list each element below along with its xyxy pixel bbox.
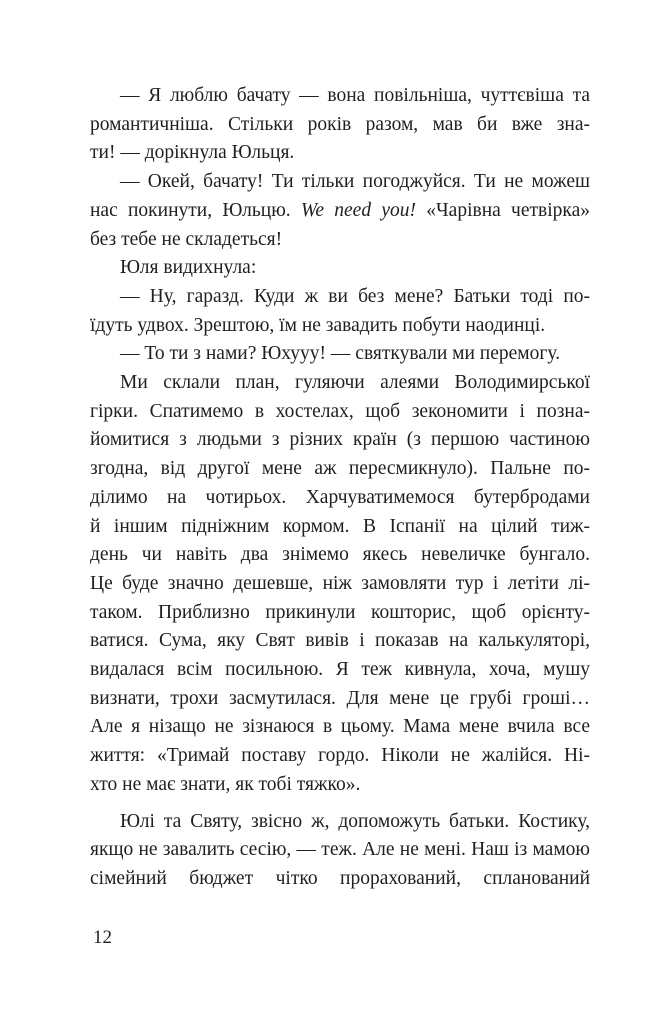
text-line: — То ти з нами? Юхууу! — святкували ми перемогу. (120, 343, 561, 365)
text-line: видалася всім посильною. Я теж кивнула, хоча, мушу (90, 659, 590, 681)
text-line: — Я люблю бачату — вона повільніша, чуттєвіша та (120, 85, 590, 106)
text-line: ти! — дорікнула Юльця. (90, 142, 295, 164)
paragraph (90, 168, 590, 254)
text-line: таком. Приблизно прикинули кошторис, щоб орієнту- (90, 601, 590, 623)
paragraph (90, 808, 590, 894)
text-line: сімейний бюджет чітко прорахований, спланований (90, 867, 590, 889)
text-line: життя: «Тримай поставу гордо. Ніколи не жалійся. Ні- (90, 745, 590, 767)
paragraph (90, 82, 590, 168)
text-line: нас покинути, Юльцю. We need you! «Чарівна четвірка» (90, 199, 590, 221)
text-line: якщо не завалить сесію, — теж. Але не мені. Наш із мамою (90, 839, 590, 861)
text-line: Ми склали план, гуляючи алеями Володимирської (120, 372, 590, 394)
text-line: хто не має знати, як тобі тяжко». (90, 773, 361, 795)
text-line: Юля видихнула: (120, 257, 257, 279)
paragraph (90, 340, 590, 369)
text-line: без тебе не складеться! (90, 228, 283, 250)
text-line: — Окей, бачату! Ти тільки погоджуйся. Ти не можеш (120, 171, 590, 193)
text-line: ділимо на чотирьох. Харчуватимемося бутербродами (90, 486, 590, 508)
text-line: визнати, трохи засмутилася. Для мене це грубі гроші… (90, 687, 590, 709)
text-line: згодна, від другої мене аж пересмикнуло). Пальне по- (90, 458, 590, 480)
paragraph (90, 283, 590, 340)
text-line: романтичніша. Стільки років разом, мав би вже зна- (90, 113, 590, 135)
paragraph (90, 254, 590, 283)
text-line: йомитися з людьми з різних країн (з першою частиною (90, 429, 590, 451)
text-line: — Ну, гаразд. Куди ж ви без мене? Батьки тоді по- (120, 285, 590, 307)
text-line: й іншим підніжним кормом. В Іспанії на цілий тиж- (90, 515, 590, 537)
text-line: день чи навіть два знімемо якесь невеличке бунгало. (90, 544, 590, 566)
page-text (90, 82, 590, 894)
page-number: 12 (93, 927, 112, 948)
text-line: гірки. Спатимемо в хостелах, щоб зекономити і позна- (90, 400, 590, 422)
text-line: Це буде значно дешевше, ніж замовляти тур і летіти лі- (90, 572, 590, 594)
text-line: Юлі та Святу, звісно ж, допоможуть батьки. Костику, (120, 810, 590, 832)
text-line: їдуть удвох. Зрештою, їм не завадить побути наодинці. (90, 314, 546, 336)
text-line: Але я нізащо не зізнаюся в цьому. Мама мене вчила все (90, 716, 590, 738)
paragraph (90, 369, 590, 800)
text-line: ватися. Сума, яку Свят вивів і показав на калькуляторі, (90, 630, 590, 652)
